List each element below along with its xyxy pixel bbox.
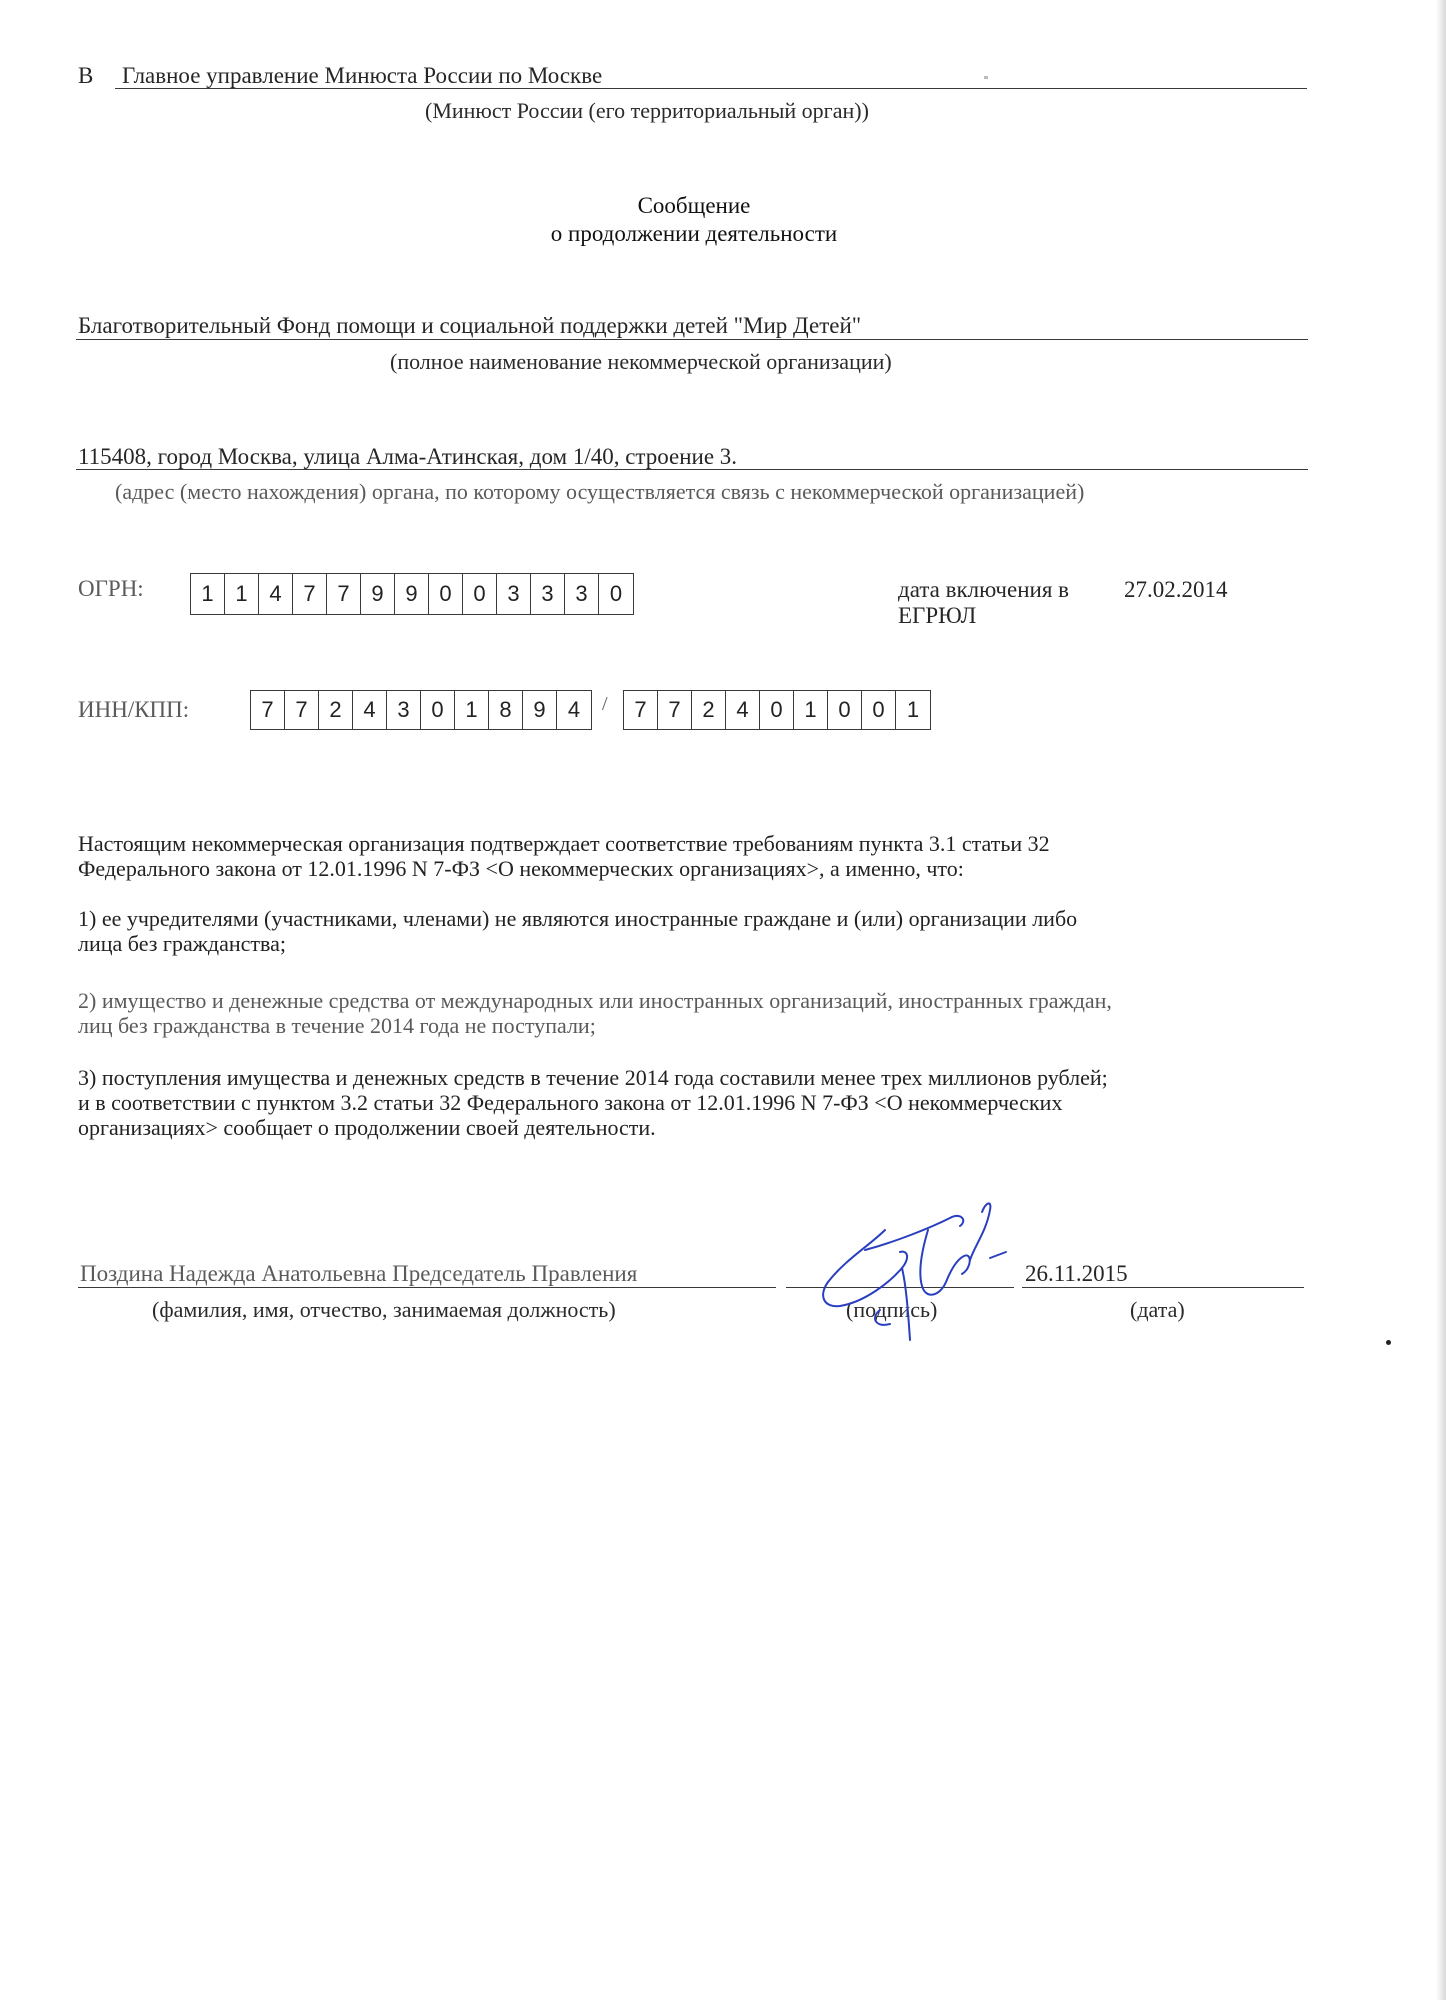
kpp-digit-cell: 4 — [726, 691, 760, 729]
inn-digit-cell: 3 — [387, 691, 421, 729]
kpp-digit-cell: 7 — [658, 691, 692, 729]
ogrn-digit-cell: 1 — [191, 574, 225, 614]
organization-underline — [76, 339, 1308, 340]
inn-digit-cell: 9 — [523, 691, 557, 729]
address-caption: (адрес (место нахождения) органа, по которому осуществляется связь с некоммерческой организацией) — [115, 479, 1085, 504]
date-underline — [1022, 1287, 1304, 1288]
egrul-date-value: 27.02.2014 — [1124, 577, 1228, 602]
ogrn-digit-cell: 7 — [293, 574, 327, 614]
signature-date: 26.11.2015 — [1025, 1261, 1128, 1286]
handwritten-signature — [810, 1190, 1040, 1350]
ogrn-digit-cell: 4 — [259, 574, 293, 614]
inn-digit-cell: 1 — [455, 691, 489, 729]
inn-kpp-separator: / — [602, 693, 608, 715]
addressee-prefix: В — [78, 63, 94, 88]
ogrn-digit-cell: 9 — [395, 574, 429, 614]
inn-digit-cell: 4 — [567, 697, 581, 722]
kpp-digit-cell: 1 — [794, 691, 828, 729]
body-item2-line2: лиц без гражданства в течение 2014 года не поступали; — [78, 1013, 596, 1038]
organization-name: Благотворительный Фонд помощи и социальной поддержки детей "Мир Детей" — [78, 313, 862, 338]
date-caption: (дата) — [1130, 1297, 1185, 1322]
kpp-digit-cell: 1 — [906, 697, 920, 722]
organization-caption: (полное наименование некоммерческой организации) — [390, 349, 892, 374]
ogrn-digit-cell: 3 — [565, 574, 599, 614]
egrul-date-label-line1: дата включения в — [898, 577, 1070, 602]
kpp-cells — [623, 690, 931, 730]
address-underline — [76, 469, 1308, 470]
ogrn-digit-cell: 0 — [463, 574, 497, 614]
ogrn-digit-cell: 3 — [497, 574, 531, 614]
body-item1-line1: 1) ее учредителями (участниками, членами) не являются иностранные граждане и (или) организации либо — [78, 906, 1078, 931]
inn-digit-cell: 2 — [319, 691, 353, 729]
addressee-underline — [115, 88, 1307, 89]
ogrn-label: ОГРН: — [78, 576, 144, 601]
signer-caption: (фамилия, имя, отчество, занимаемая должность) — [152, 1297, 616, 1322]
ogrn-cells — [190, 573, 634, 615]
body-intro-line1: Настоящим некоммерческая организация подтверждает соответствие требованиям пункта 3.1 статьи 32 — [78, 831, 1050, 856]
body-item3-line2: и в соответствии с пунктом 3.2 статьи 32 Федерального закона от 12.01.1996 N 7-ФЗ <О некоммерческих — [78, 1090, 1063, 1115]
ogrn-digit-cell: 0 — [609, 581, 623, 606]
egrul-date-label-line2: ЕГРЮЛ — [898, 603, 977, 628]
body-item1-line2: лица без гражданства; — [78, 931, 286, 956]
page-edge-shadow — [1436, 0, 1446, 2000]
document-subtitle: о продолжении деятельности — [550, 221, 838, 246]
inn-kpp-label: ИНН/КПП: — [78, 697, 190, 722]
kpp-digit-cell: 0 — [828, 691, 862, 729]
ogrn-digit-cell: 7 — [327, 574, 361, 614]
inn-digit-cell: 0 — [421, 691, 455, 729]
kpp-digit-cell: 0 — [862, 691, 896, 729]
inn-cells — [250, 690, 592, 730]
ogrn-digit-cell: 9 — [361, 574, 395, 614]
kpp-digit-cell: 2 — [692, 691, 726, 729]
inn-digit-cell: 7 — [251, 691, 285, 729]
address-value: 115408, город Москва, улица Алма-Атинская, дом 1/40, строение 3. — [78, 444, 738, 469]
ogrn-digit-cell: 0 — [429, 574, 463, 614]
inn-digit-cell: 8 — [489, 691, 523, 729]
scan-speck — [984, 76, 988, 79]
kpp-digit-cell: 0 — [760, 691, 794, 729]
addressee-name: Главное управление Минюста России по Москве — [122, 63, 603, 88]
body-intro-line2: Федерального закона от 12.01.1996 N 7-ФЗ <О некоммерческих организациях>, а именно, что: — [78, 856, 964, 881]
ogrn-digit-cell: 3 — [531, 574, 565, 614]
kpp-digit-cell: 7 — [624, 691, 658, 729]
signature-caption: (подпись) — [846, 1297, 938, 1322]
document-title: Сообщение — [637, 193, 751, 218]
body-item3-line1: 3) поступления имущества и денежных средств в течение 2014 года составили менее трех миллионов рублей; — [78, 1065, 1108, 1090]
body-item3-line3: организациях> сообщает о продолжении своей деятельности. — [78, 1115, 656, 1140]
signer-underline — [78, 1287, 776, 1288]
signer-name-position: Поздина Надежда Анатольевна Председатель Правления — [80, 1261, 638, 1286]
inn-digit-cell: 7 — [285, 691, 319, 729]
addressee-caption: (Минюст России (его территориальный орган)) — [425, 98, 869, 123]
inn-digit-cell: 4 — [353, 691, 387, 729]
ogrn-digit-cell: 1 — [225, 574, 259, 614]
scan-speck — [1386, 1340, 1391, 1345]
body-item2-line1: 2) имущество и денежные средства от международных или иностранных организаций, иностранных граждан, — [78, 988, 1112, 1013]
